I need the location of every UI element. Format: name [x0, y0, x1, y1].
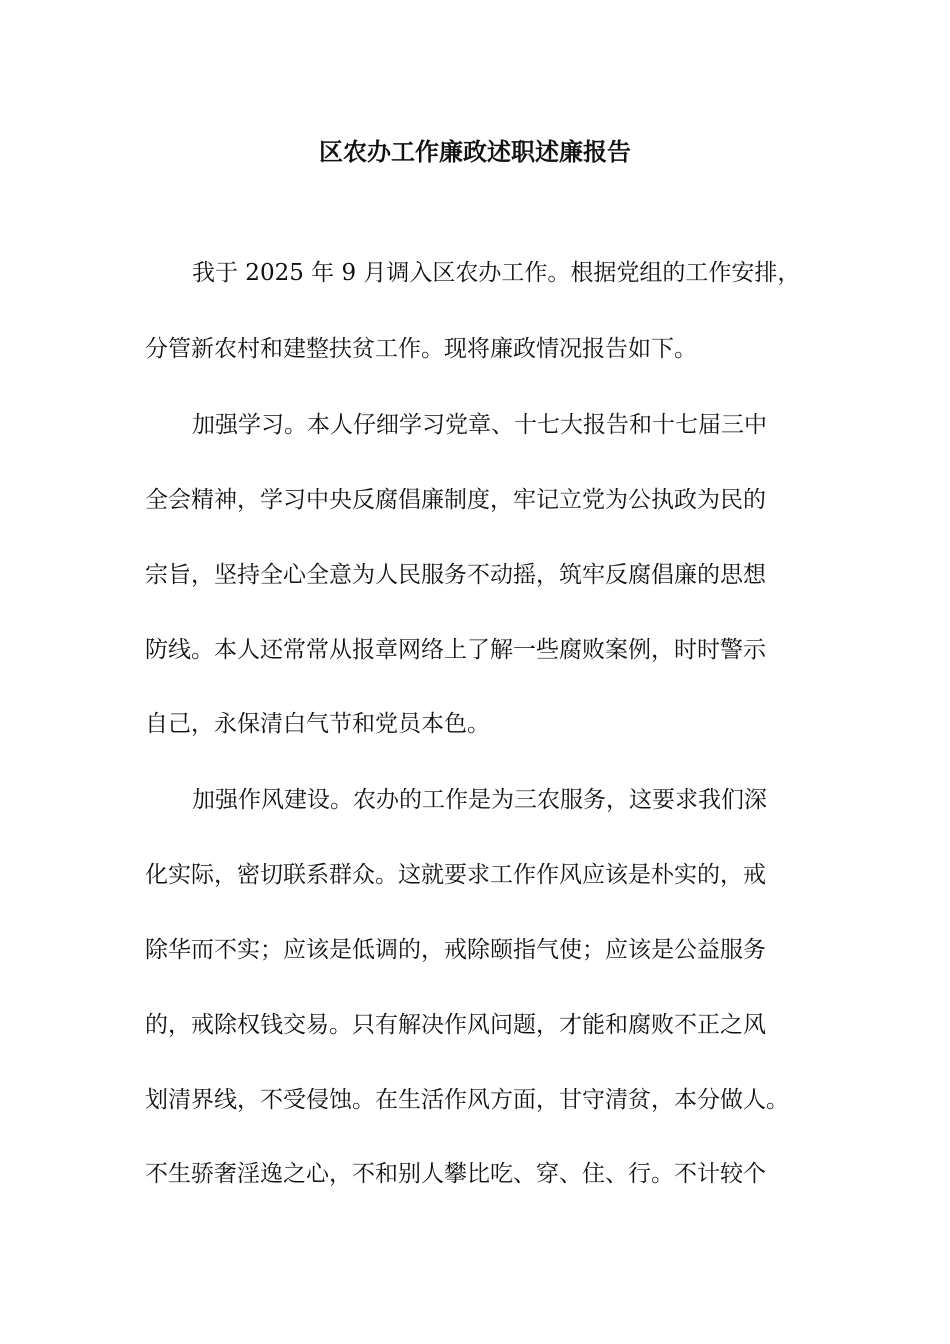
paragraph-2-line-1: 加强学习。本人仔细学习党章、十七大报告和十七届三中 [192, 412, 767, 438]
paragraph-3-line-2: 化实际，密切联系群众。这就要求工作作风应该是朴实的，戒 [145, 862, 766, 888]
paragraph-2-line-3: 宗旨，坚持全心全意为人民服务不动摇，筑牢反腐倡廉的思想 [145, 562, 766, 588]
paragraph-3-line-5: 划清界线，不受侵蚀。在生活作风方面，甘守清贫，本分做人。 [145, 1087, 789, 1113]
paragraph-1-line-1: 我于 2025 年 9 月调入区农办工作。根据党组的工作安排， [192, 260, 801, 286]
paragraph-3-line-3: 除华而不实；应该是低调的，戒除颐指气使；应该是公益服务 [145, 937, 766, 963]
paragraph-3-line-6: 不生骄奢淫逸之心，不和别人攀比吃、穿、住、行。不计较个 [145, 1161, 766, 1187]
paragraph-3-line-1: 加强作风建设。农办的工作是为三农服务，这要求我们深 [192, 787, 767, 813]
paragraph-2-line-4: 防线。本人还常常从报章网络上了解一些腐败案例，时时警示 [145, 637, 766, 663]
paragraph-2-line-5: 自己，永保清白气节和党员本色。 [145, 711, 490, 737]
paragraph-2-line-2: 全会精神，学习中央反腐倡廉制度，牢记立党为公执政为民的 [145, 487, 766, 513]
paragraph-1-line-2: 分管新农村和建整扶贫工作。现将廉政情况报告如下。 [145, 336, 697, 362]
document-title: 区农办工作廉政述职述廉报告 [319, 137, 631, 166]
paragraph-3-line-4: 的，戒除权钱交易。只有解决作风问题，才能和腐败不正之风 [145, 1012, 766, 1038]
